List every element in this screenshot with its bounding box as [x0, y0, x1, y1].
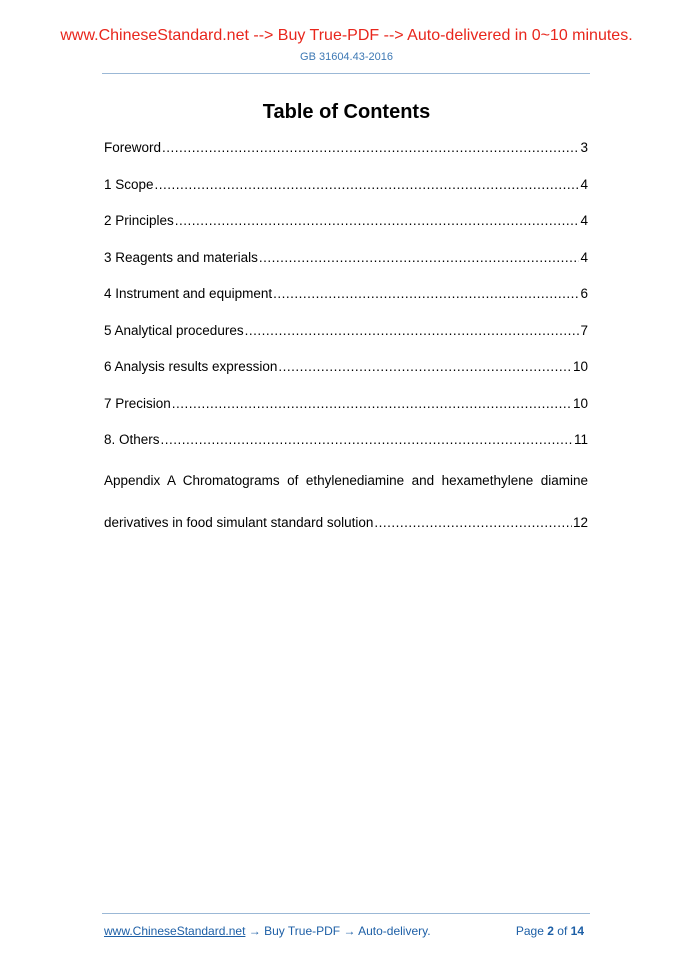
toc-entry-page: 3 [580, 140, 588, 155]
page-total: 14 [570, 924, 584, 938]
toc-entry-page: 10 [572, 395, 588, 411]
standard-code: GB 31604.43-2016 [300, 51, 393, 63]
footer-website-link[interactable]: www.ChineseStandard.net [104, 924, 246, 938]
footer-tagline: → Buy True-PDF → Auto-delivery. [245, 924, 431, 938]
toc-entry-label: 2 Principles [104, 213, 174, 228]
toc-entry-label: 7 Precision [104, 395, 171, 411]
toc-entry-principles[interactable] [104, 213, 588, 250]
toc-entry-page: 10 [572, 359, 588, 374]
toc-entry-page: 6 [580, 286, 588, 301]
toc-entry-appendix-a[interactable] [104, 469, 588, 530]
toc-entry-label: derivatives in food simulant standard solution [104, 514, 374, 530]
toc-entry-page: 7 [580, 322, 588, 338]
header-divider [102, 73, 590, 74]
toc-entry-page: 4 [580, 213, 588, 228]
toc-leader-dots [259, 250, 580, 265]
toc-leader-dots [175, 213, 580, 228]
toc-leader-dots [278, 359, 572, 374]
toc-entry-procedures[interactable] [104, 323, 588, 360]
toc-entry-label: Foreword [104, 140, 162, 155]
page-current: 2 [547, 924, 554, 938]
page-label: Page [515, 924, 544, 938]
footer-divider [102, 913, 590, 914]
toc-entry-page: 11 [573, 432, 588, 447]
toc-entry-instrument[interactable] [104, 286, 588, 323]
toc-entry-page: 4 [580, 249, 588, 265]
page-of-label: of [557, 924, 568, 938]
toc-leader-dots [172, 396, 572, 411]
toc-entry-others[interactable] [104, 432, 588, 469]
toc-leader-dots [162, 140, 579, 155]
toc-title: Table of Contents [262, 101, 431, 123]
toc-entry-foreword[interactable] [104, 140, 588, 177]
toc-leader-dots [155, 177, 580, 192]
toc-appendix-title-line1: Appendix A Chromatograms of ethylenediamine and hexamethylene diamine [104, 472, 588, 488]
toc-entry-label: 5 Analytical procedures [104, 322, 244, 338]
toc-entry-label: 3 Reagents and materials [104, 249, 258, 265]
toc-appendix-title-line2 [104, 515, 588, 530]
toc-leader-dots [374, 515, 572, 530]
toc-entry-results[interactable] [104, 359, 588, 396]
page-footer [104, 924, 584, 938]
toc-entry-precision[interactable] [104, 396, 588, 433]
toc-entry-label: 6 Analysis results expression [104, 359, 278, 374]
toc-entry-label: 8. Others [104, 432, 160, 447]
toc-entry-reagents[interactable] [104, 250, 588, 287]
table-of-contents [104, 140, 588, 530]
toc-entry-label: 1 Scope [104, 176, 154, 192]
page-indicator [516, 924, 584, 938]
top-banner[interactable]: www.ChineseStandard.net --> Buy True-PDF --> Auto-delivered in 0~10 minutes. [60, 27, 633, 44]
toc-entry-label: 4 Instrument and equipment [104, 286, 273, 301]
toc-entry-page: 4 [580, 176, 588, 192]
toc-entry-page: 12 [572, 514, 588, 530]
toc-leader-dots [273, 286, 579, 301]
toc-leader-dots [161, 432, 573, 447]
toc-entry-scope[interactable] [104, 177, 588, 214]
toc-leader-dots [245, 323, 580, 338]
